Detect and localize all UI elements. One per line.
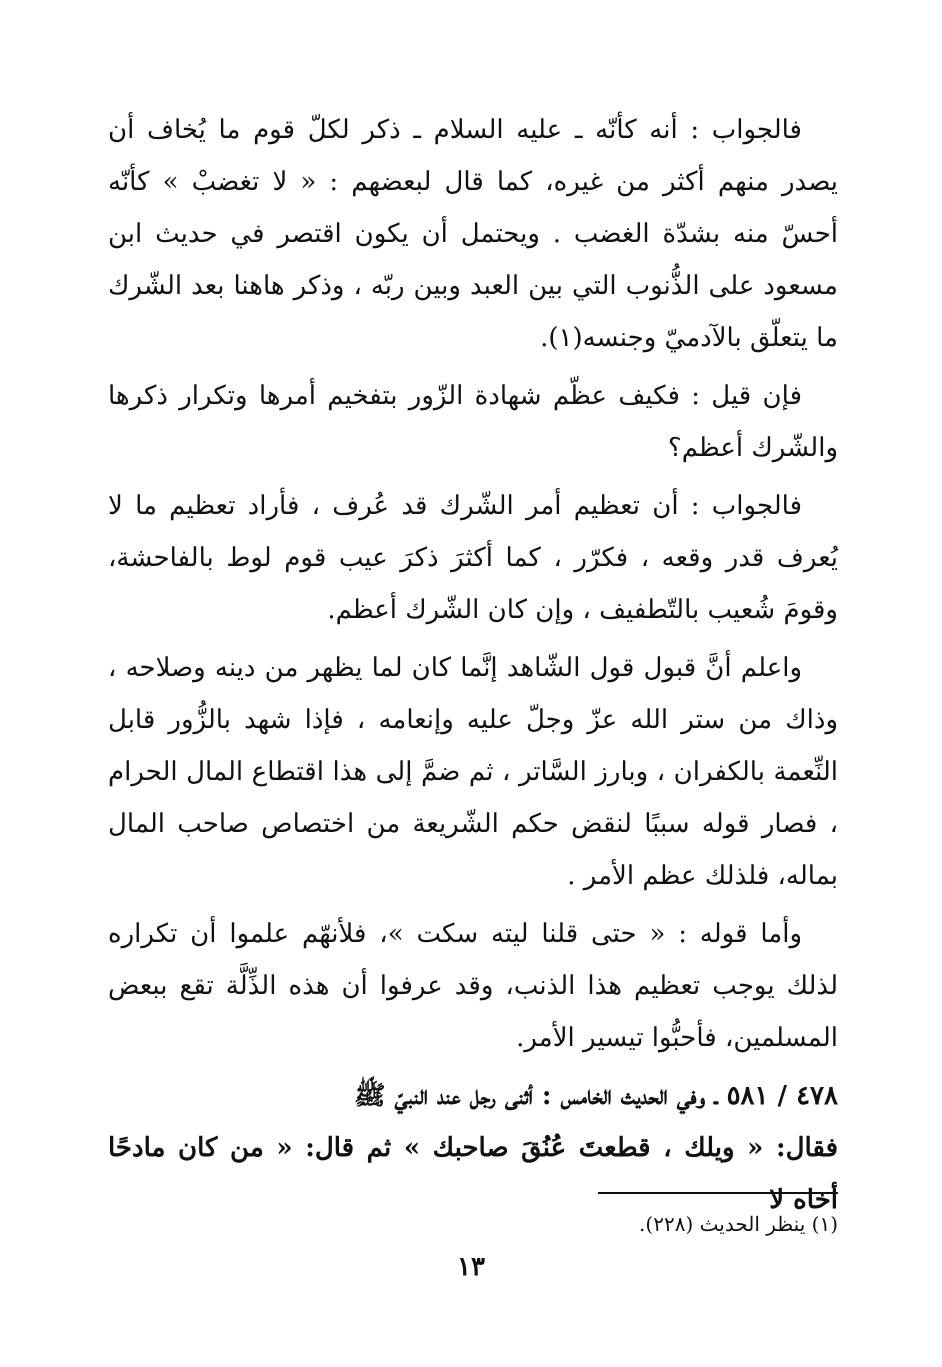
footnote: (١) ينظر الحديث (٢٢٨). — [639, 1212, 838, 1236]
paragraph-answer-2: فالجواب : أن تعظيم أمر الشّرك قد عُرف ، فأراد تعظيم ما لا يُعرف قدر وقعه ، فكرّر ، كما أكثرَ ذكرَ عيب قوم لوط بالفاحشة، وقومَ شُعيب بالتّطفيف ، وإن كان الشّرك أعظم. — [108, 491, 838, 625]
hadith-heading-line-1: ٤٧٨ / ٥٨١ ـ وفي الحديث الخامس : أثنى رجل عند النبيّ ﷺ — [354, 1081, 838, 1111]
footnote-separator — [598, 1192, 838, 1194]
page-number: ١٣ — [457, 1252, 485, 1282]
hadith-heading-line-2: فقال: « ويلك ، قطعتَ عُنُقَ صاحبك » ثم قال: « من كان مادحًا أخاه لا — [108, 1133, 838, 1215]
main-text — [108, 104, 838, 1226]
paragraph-saying: وأما قوله : « حتى قلنا ليته سكت »، فلأنهّم علموا أن تكراره لذلك يوجب تعظيم هذا الذنب، وقد عرفوا أن هذه الذِّلَّة تقع ببعض المسلمين، فأحبُّوا تيسير الأمر. — [108, 919, 838, 1053]
paragraph-testimony: واعلم أنَّ قبول قول الشّاهد إنَّما كان لما يظهر من دينه وصلاحه ، وذاك من ستر الله عزّ وجلّ عليه وإنعامه ، فإذا شهد بالزُّور قابل النِّعمة بالكفران ، وبارز السَّاتر ، ثم ضمَّ إلى هذا اقتطاع المال الحرام ، فصار قوله سببًا لنقض حكم الشّريعة من اختصاص صاحب المال بماله، فلذلك عظم الأمر . — [108, 653, 838, 891]
paragraph-question: فإن قيل : فكيف عظّم شهادة الزّور بتفخيم أمرها وتكرار ذكرها والشّرك أعظم؟ — [108, 381, 838, 463]
paragraph-answer-1: فالجواب : أنه كأنّه ـ عليه السلام ـ ذكر لكلّ قوم ما يُخاف أن يصدر منهم أكثر من غيره، كما قال لبعضهم : « لا تغضبْ » كأنّه أحسّ منه بشدّة الغضب . ويحتمل أن يكون اقتصر في حديث ابن مسعود على الذُّنوب التي بين العبد وبين ربّه ، وذكر هاهنا بعد الشّرك ما يتعلّق بالآدميّ وجنسه(١). — [108, 115, 838, 353]
